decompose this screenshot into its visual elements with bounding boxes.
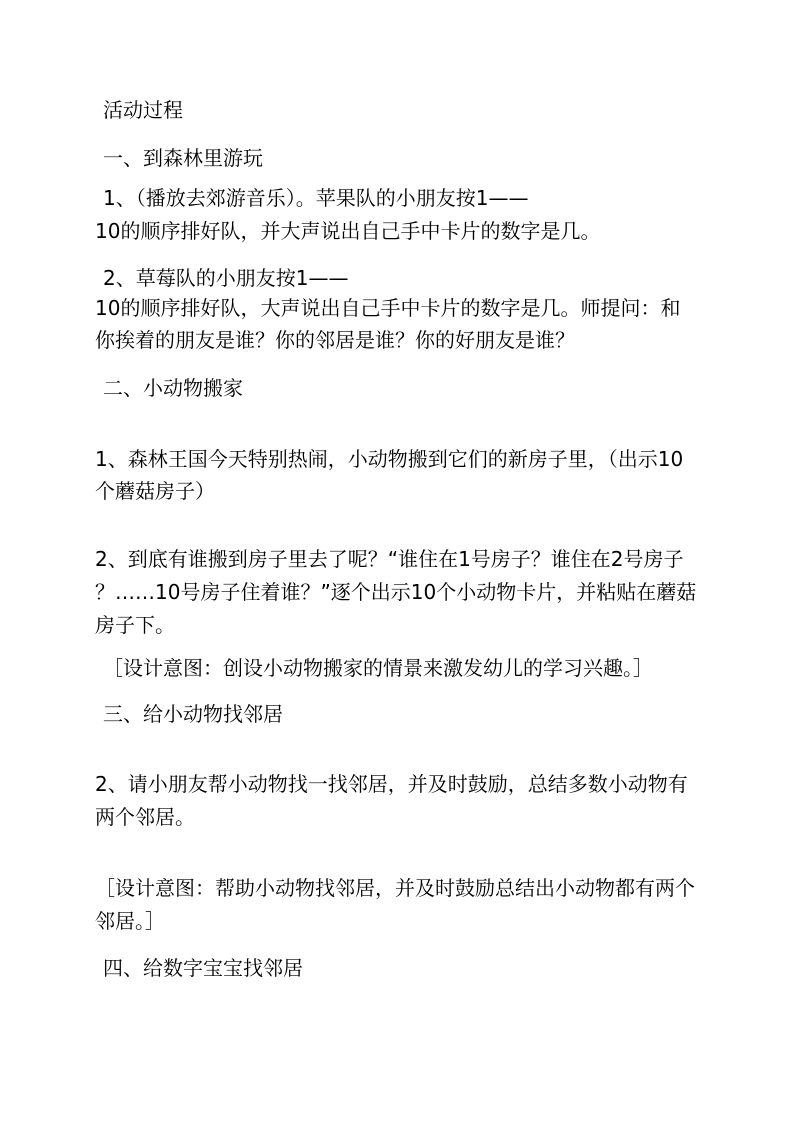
paragraph-5-line-2: 两个邻居。 bbox=[95, 805, 195, 829]
design-note-2-line-2: 邻居。］ bbox=[95, 909, 165, 933]
design-note-1: ［设计意图：创设小动物搬家的情景来激发幼儿的学习兴趣。］ bbox=[103, 656, 653, 680]
paragraph-3-line-1: 1、森林王国今天特别热闹，小动物搬到它们的新房子里，（出示10 bbox=[95, 447, 684, 471]
section-heading-4: 四、给数字宝宝找邻居 bbox=[103, 956, 303, 980]
section-heading-2: 二、小动物搬家 bbox=[103, 376, 243, 400]
paragraph-1-line-2: 10的顺序排好队，并大声说出自己手中卡片的数字是几。 bbox=[95, 219, 601, 243]
document-title: 活动过程 bbox=[103, 98, 183, 122]
paragraph-4-line-3: 房子下。 bbox=[95, 613, 175, 637]
paragraph-3-line-2: 个蘑菇房子） bbox=[95, 479, 215, 503]
paragraph-2-line-2: 10的顺序排好队，大声说出自己手中卡片的数字是几。师提问：和 bbox=[95, 296, 681, 320]
design-note-2-line-1: ［设计意图：帮助小动物找邻居，并及时鼓励总结出小动物都有两个 bbox=[95, 876, 695, 900]
section-heading-1: 一、到森林里游玩 bbox=[103, 146, 263, 170]
paragraph-5-line-1: 2、请小朋友帮小动物找一找邻居，并及时鼓励，总结多数小动物有 bbox=[95, 772, 688, 796]
paragraph-2-line-3: 你挨着的朋友是谁？你的邻居是谁？你的好朋友是谁？ bbox=[95, 328, 575, 352]
paragraph-1-line-1: 1、（播放去郊游音乐）。苹果队的小朋友按1—— bbox=[103, 186, 529, 210]
paragraph-4-line-1: 2、到底有谁搬到房子里去了呢？“谁住在1号房子？谁住在2号房子 bbox=[95, 547, 684, 571]
paragraph-4-line-2: ？……10号房子住着谁？”逐个出示10个小动物卡片，并粘贴在蘑菇 bbox=[95, 580, 697, 604]
section-heading-3: 三、给小动物找邻居 bbox=[103, 702, 283, 726]
paragraph-2-line-1: 2、草莓队的小朋友按1—— bbox=[103, 266, 349, 290]
